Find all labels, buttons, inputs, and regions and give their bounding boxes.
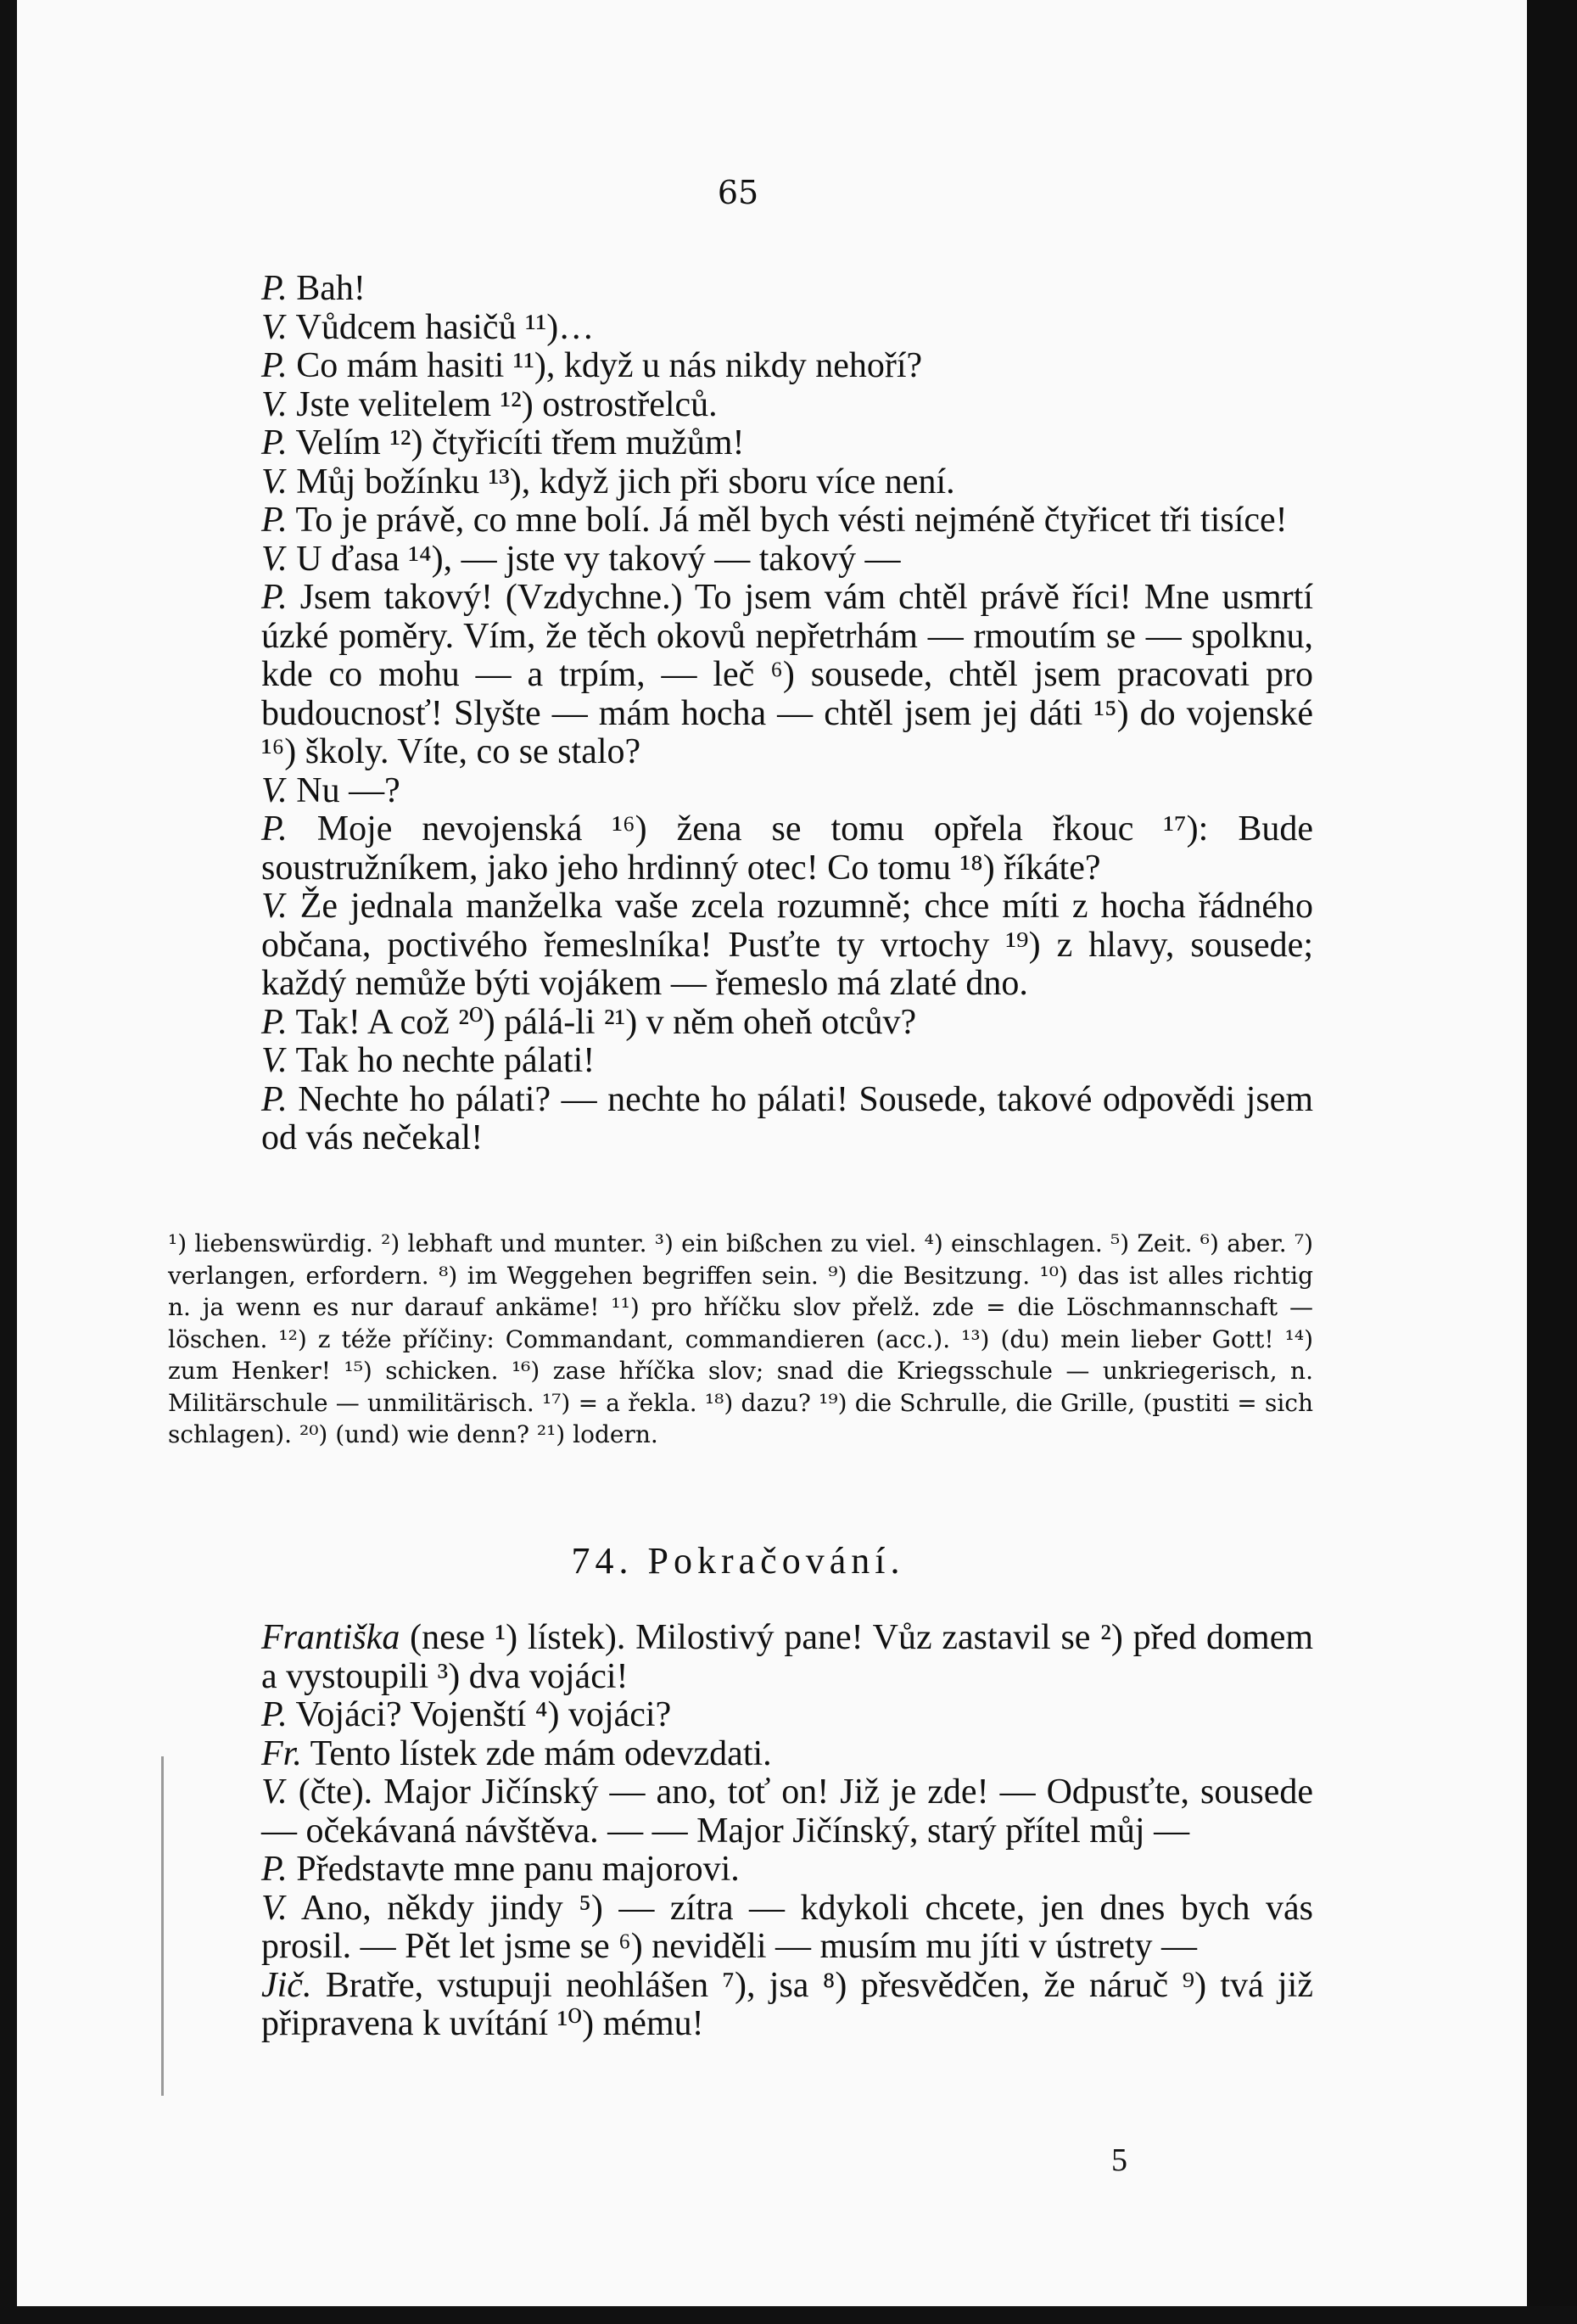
speaker-label: P. [261, 1079, 288, 1119]
dialogue-text: Tento lístek zde mám odevzdati. [301, 1733, 772, 1773]
speaker-label: P. [261, 1850, 288, 1889]
dialogue-text: (čte). Major Jičínský — ano, toť on! Již je zde! — Odpusťte, sousede — očekávaná návštěva. — — Major Jičínský, starý přítel můj — [261, 1772, 1313, 1851]
dialogue-text: Moje nevojenská ¹⁶) žena se tomu opřela řkouc ¹⁷): Bude soustružníkem, jako jeho hrdinný otec! Co tomu ¹⁸) říkáte? [261, 809, 1313, 888]
speaker-label: P. [261, 809, 288, 848]
dialogue-line [168, 1851, 1313, 1890]
dialogue-text: Nechte ho pálati? — nechte ho pálati! Sousede, takové odpovědi jsem od vás nečekal! [261, 1079, 1313, 1157]
speaker-label: P. [261, 501, 288, 540]
dialogue-line [168, 463, 1313, 502]
dialogue-text: Nu —? [287, 770, 400, 810]
dialogue-section-2 [168, 1619, 1313, 2044]
dialogue-line [168, 501, 1313, 540]
dialogue-text: (nese ¹) lístek). Milostivý pane! Vůz zastavil se ²) před domem a vystoupili ³) dva vojáci! [261, 1618, 1313, 1696]
signature-mark: 5 [1111, 2142, 1127, 2178]
speaker-label: Fr. [261, 1733, 302, 1773]
dialogue-text: Jsem takový! (Vzdychne.) To jsem vám chtěl právě říci! Mne usmrtí úzké poměry. Vím, že těch okovů nepřetrhám — rmoutím se — spolknu, kde co mohu — a trpím, — leč ⁶) sousede, chtěl jsem pracovati pro budoucnosť! Slyšte — mám hocha — chtěl jsem jej dáti ¹⁵) do vojenské ¹⁶) školy. Víte, co se stalo? [261, 578, 1313, 771]
speaker-label: Františka [261, 1618, 400, 1657]
dialogue-line [168, 1890, 1313, 1967]
dialogue-line [168, 1967, 1313, 2044]
dialogue-text: Bah! [287, 269, 366, 308]
dialogue-line [168, 309, 1313, 348]
dialogue-line [168, 347, 1313, 386]
dialogue-line [168, 1735, 1313, 1774]
speaker-label: P. [261, 1002, 288, 1042]
dialogue-line [168, 772, 1313, 811]
dialogue-text: Ano, někdy jindy ⁵) — zítra — kdykoli chcete, jen dnes bych vás prosil. — Pět let jsme se ⁶) neviděli — musím mu jíti v ústrety — [261, 1888, 1313, 1966]
speaker-label: P. [261, 1695, 288, 1734]
speaker-label: P. [261, 269, 288, 308]
dialogue-text: Bratře, vstupuji neohlášen ⁷), jsa ⁸) přesvědčen, že náruč ⁹) tvá již připravena k uvítání ¹⁰) mému! [261, 1965, 1313, 2043]
dialogue-line [168, 270, 1313, 309]
speaker-label: P. [261, 423, 288, 462]
dialogue-line [168, 540, 1313, 580]
dialogue-section-1 [168, 270, 1313, 1158]
dialogue-line [168, 1004, 1313, 1043]
speaker-label: V. [261, 770, 288, 810]
speaker-label: V. [261, 384, 288, 424]
dialogue-line [168, 424, 1313, 463]
dialogue-text: U ďasa ¹⁴), — jste vy takový — takový — [287, 539, 901, 579]
dialogue-line [168, 888, 1313, 1004]
dialogue-text: Můj božínku ¹³), když jich při sboru více není. [287, 462, 955, 501]
dialogue-text: To je právě, co mne bolí. Já měl bych vésti nejméně čtyřicet tři tisíce! [287, 501, 1288, 540]
dialogue-text: Jste velitelem ¹²) ostrostřelců. [287, 384, 718, 424]
speaker-label: V. [261, 887, 288, 926]
dialogue-line [168, 1696, 1313, 1735]
dialogue-line [168, 1619, 1313, 1696]
dialogue-line [168, 386, 1313, 425]
scan-border-bottom [0, 2306, 1577, 2324]
scan-border-right [1527, 0, 1577, 2324]
speaker-label: V. [261, 1041, 288, 1080]
dialogue-text: Tak! A což ²⁰) pálá-li ²¹) v něm oheň otcův? [287, 1002, 917, 1042]
page-number: 65 [717, 174, 759, 211]
speaker-label: Jič. [261, 1965, 312, 2005]
dialogue-line [168, 579, 1313, 772]
scan-border-left [0, 0, 17, 2324]
dialogue-line [168, 810, 1313, 888]
dialogue-text: Představte mne panu majorovi. [287, 1850, 740, 1889]
dialogue-text: Vojáci? Vojenští ⁴) vojáci? [287, 1695, 672, 1734]
dialogue-line [168, 1081, 1313, 1158]
dialogue-line [168, 1042, 1313, 1081]
section-heading: 74. Pokračování. [571, 1540, 905, 1582]
dialogue-line [168, 1773, 1313, 1851]
dialogue-text: Vůdcem hasičů ¹¹)… [287, 307, 595, 347]
speaker-label: V. [261, 539, 288, 579]
dialogue-text: Že jednala manželka vaše zcela rozumně; chce míti z hocha řádného občana, poctivého řemeslníka! Pusťte ty vrtochy ¹⁹) z hlavy, sousede; každý nemůže býti vojákem — řemeslo má zlaté dno. [261, 887, 1313, 1003]
speaker-label: V. [261, 1772, 288, 1812]
dialogue-text: Tak ho nechte pálati! [287, 1041, 596, 1080]
speaker-label: P. [261, 346, 288, 385]
speaker-label: P. [261, 578, 288, 617]
speaker-label: V. [261, 307, 288, 347]
dialogue-text: Co mám hasiti ¹¹), když u nás nikdy nehoří? [287, 346, 923, 385]
speaker-label: V. [261, 462, 288, 501]
margin-pencil-mark [161, 1756, 164, 2096]
speaker-label: V. [261, 1888, 288, 1928]
footnotes-section-1: ¹) liebenswürdig. ²) lebhaft und munter. ³) ein bißchen zu viel. ⁴) einschlagen. ⁵) Zeit. ⁶) aber. ⁷) verlangen, erfordern. ⁸) im Weggehen begriffen sein. ⁹) die Besitzung. ¹⁰) das ist alles richtig n. ja wenn es nur darauf ankäme! ¹¹) pro hříčku slov přelž. zde = die Löschmannschaft — löschen. ¹²) z téže příčiny: Commandant, commandieren (acc.). ¹³) (du) mein lieber Gott! ¹⁴) zum Henker! ¹⁵) schicken. ¹⁶) zase hříčka slov; snad die Kriegsschule — unkriegerisch, n. Militärschule — unmilitärisch. ¹⁷) = a řekla. ¹⁸) dazu? ¹⁹) die Schrulle, die Grille, (pustiti = sich schlagen). ²⁰) (und) wie denn? ²¹) lodern. [168, 1229, 1313, 1448]
dialogue-text: Velím ¹²) čtyřicíti třem mužům! [287, 423, 745, 462]
